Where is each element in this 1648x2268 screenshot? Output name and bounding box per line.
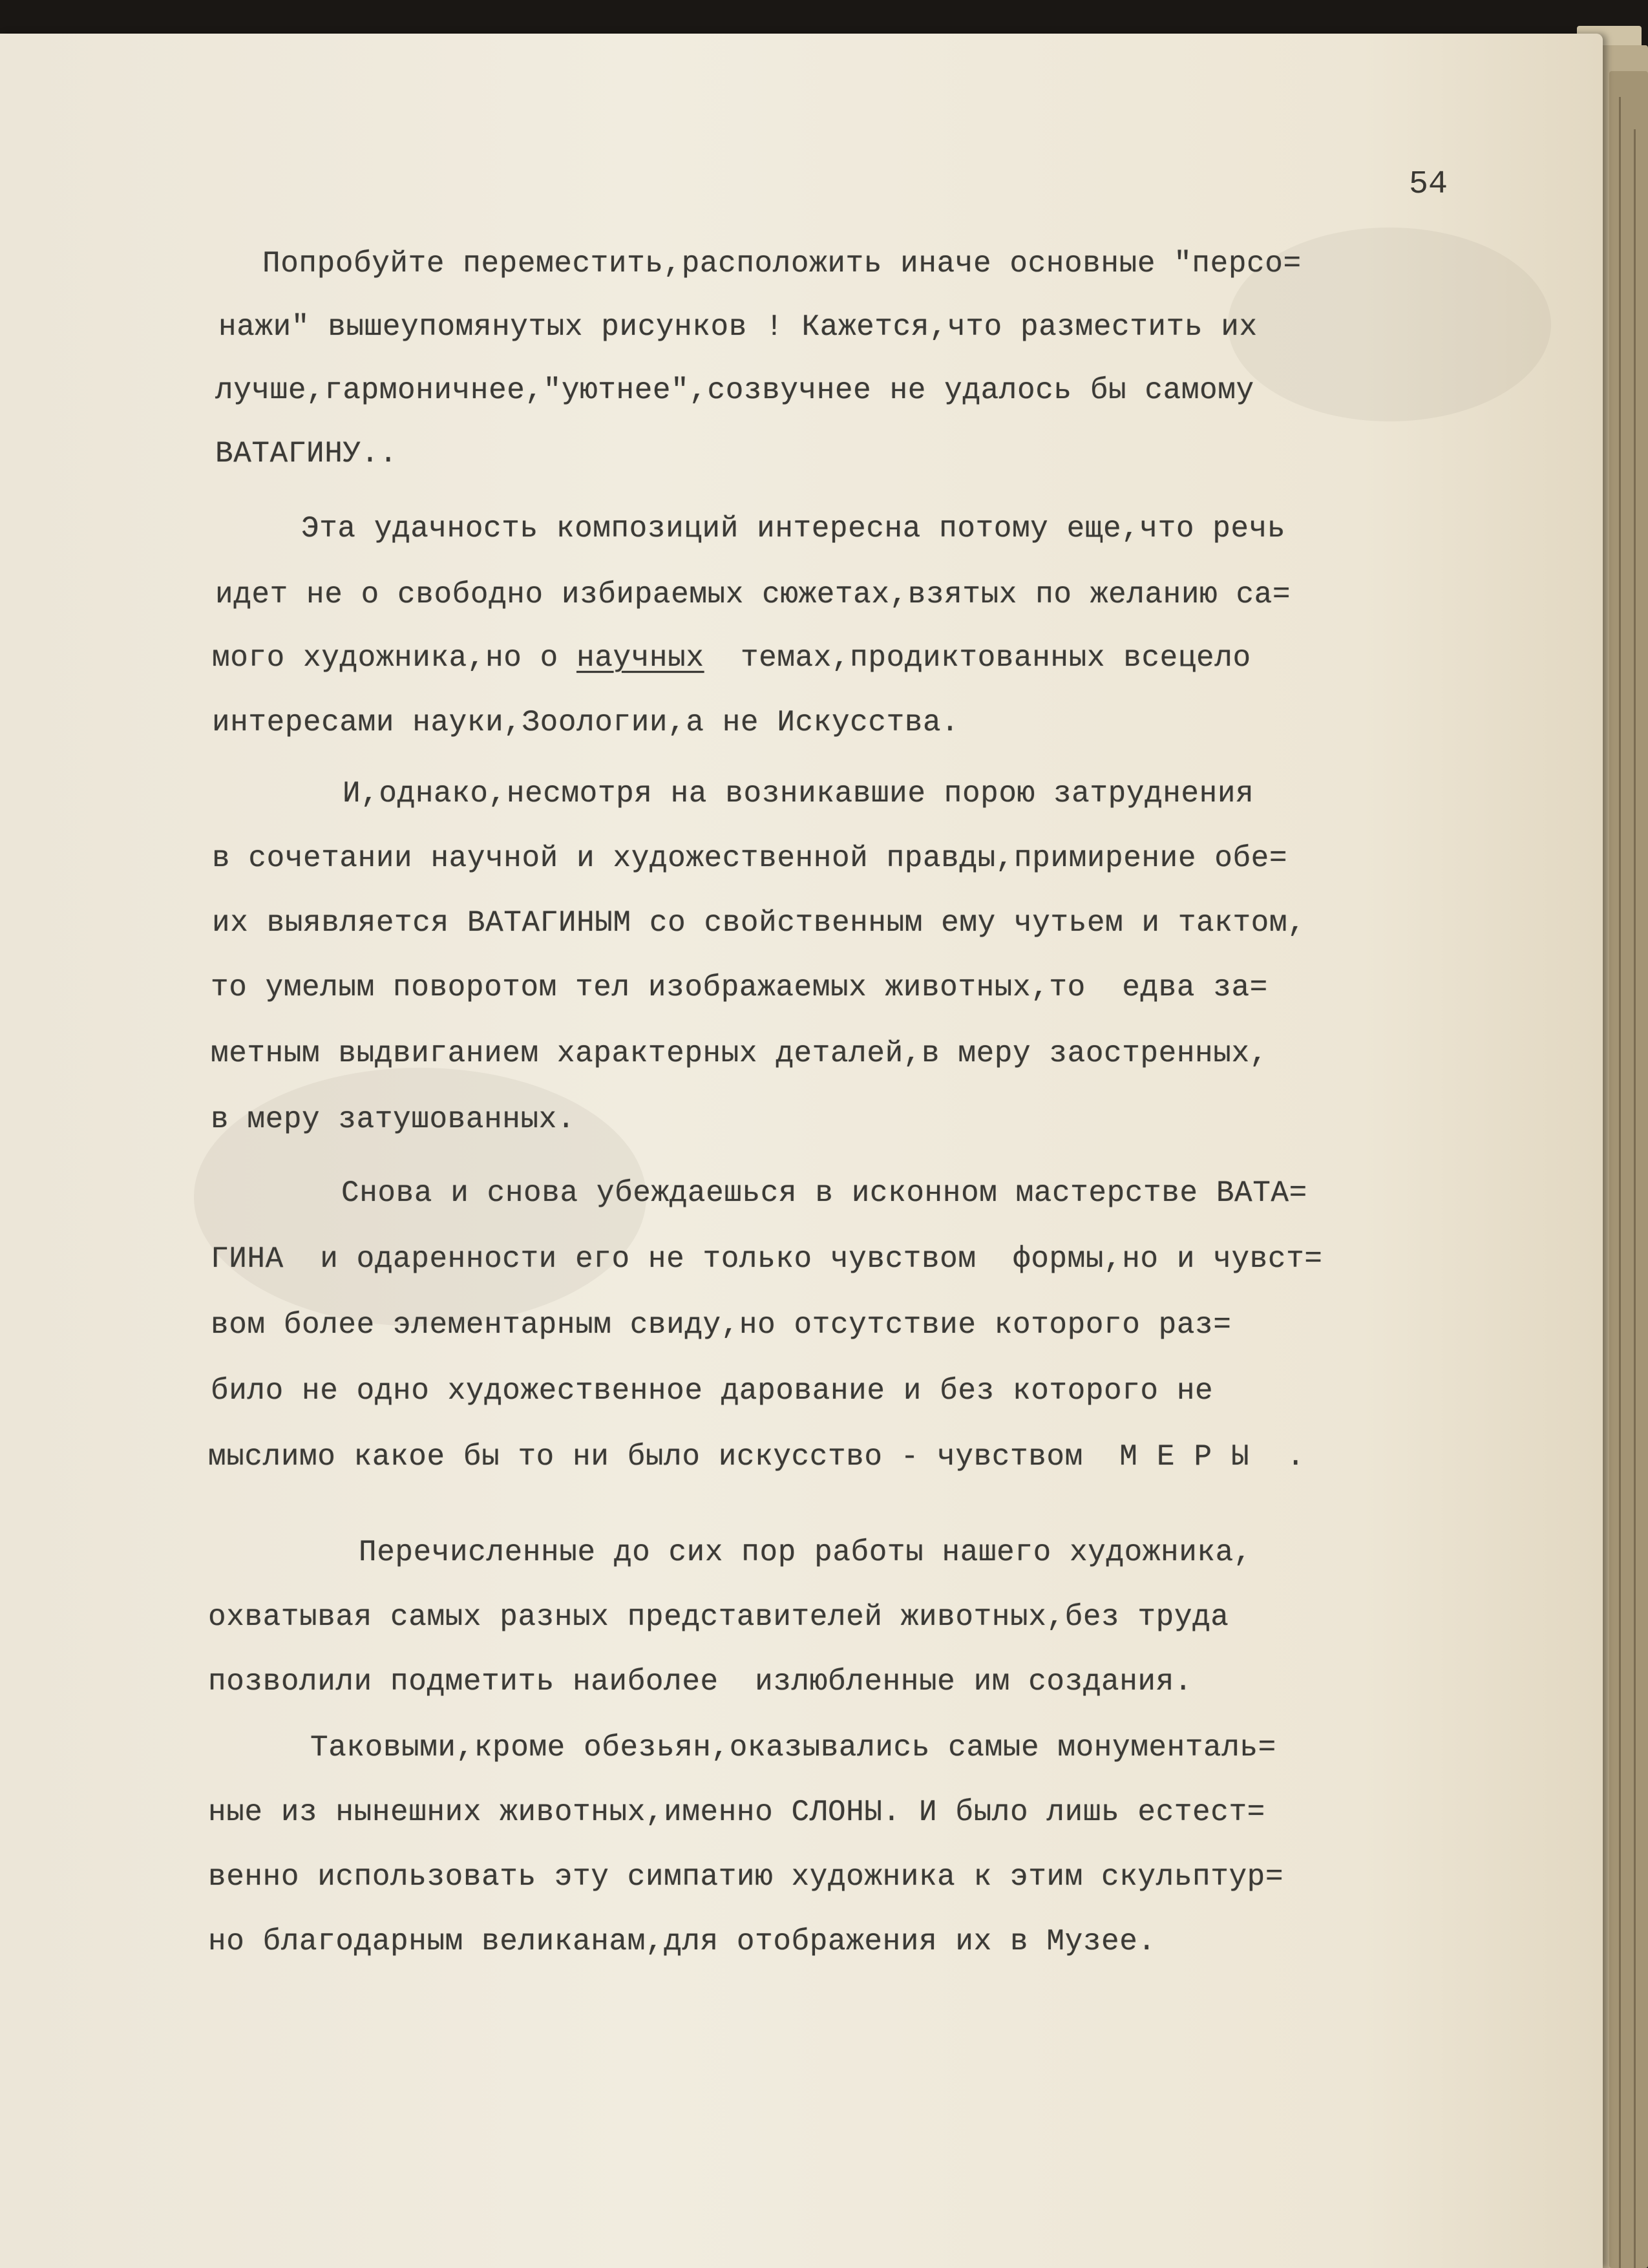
text-line: ГИНА и одаренности его не только чувством формы,но и чувст= <box>211 1242 1323 1276</box>
text-line: нажи" вышеупомянутых рисунков ! Кажется,что разместить их <box>218 310 1258 344</box>
typewritten-page <box>0 34 1603 2268</box>
text-line: Эта удачность композиций интересна потому еще,что речь <box>301 512 1286 546</box>
page-edge-line <box>1619 97 1621 2268</box>
text-line: их выявляется ВАТАГИНЫМ со свойственным ему чутьем и тактом, <box>212 906 1306 940</box>
text-line: интересами науки,Зоологии,а не Искусства. <box>212 706 960 739</box>
text-line: Попробуйте переместить,расположить иначе основные "персо= <box>262 247 1302 281</box>
page-stack-edge <box>1609 71 1648 2268</box>
text-line: ВАТАГИНУ.. <box>215 437 398 471</box>
text-line: в сочетании научной и художественной правды,примирение обе= <box>212 842 1288 875</box>
underlined-word: научных <box>576 641 704 675</box>
text-line: метным выдвиганием характерных деталей,в меру заостренных, <box>211 1037 1268 1070</box>
text-line: ные из нынешних животных,именно СЛОНЫ. И было лишь естест= <box>208 1796 1265 1829</box>
text-segment: мого художника,но о <box>212 641 577 675</box>
text-line: но благодарным великанам,для отображения их в Музее. <box>208 1925 1156 1958</box>
text-line: идет не о свободно избираемых сюжетах,взятых по желанию са= <box>215 578 1291 611</box>
text-line <box>208 1440 1305 1474</box>
text-segment: мыслимо какое бы то ни было искусство - чувством <box>208 1440 1120 1474</box>
text-line: позволили подметить наиболее излюбленные им создания. <box>208 1665 1193 1699</box>
text-line: Перечисленные до сих пор работы нашего художника, <box>359 1536 1252 1569</box>
text-line: било не одно художественное дарование и без которого не <box>211 1374 1214 1408</box>
text-line: венно использовать эту симпатию художника к этим скульптур= <box>208 1860 1284 1894</box>
text-line: лучше,гармоничнее,"уютнее",созвучнее не удалось бы самому <box>215 374 1254 407</box>
text-line: вом более элементарным свиду,но отсутствие которого раз= <box>211 1308 1232 1342</box>
text-line: Снова и снова убеждаешься в исконном мастерстве ВАТА= <box>341 1176 1307 1210</box>
page-edge-line <box>1634 129 1636 2268</box>
text-line <box>212 641 1251 675</box>
text-line: в меру затушованных. <box>211 1103 576 1136</box>
text-line: И,однако,несмотря на возникавшие порою затруднения <box>343 777 1254 811</box>
spaced-word: МЕРЫ <box>1119 1440 1269 1474</box>
text-segment: . <box>1268 1440 1305 1474</box>
text-line: Таковыми,кроме обезьян,оказывались самые монументаль= <box>310 1731 1276 1765</box>
text-line: то умелым поворотом тел изображаемых животных,то едва за= <box>211 971 1268 1004</box>
text-segment: темах,продиктованных всецело <box>704 641 1251 675</box>
page-number: 54 <box>1409 166 1448 203</box>
text-line: охватывая самых разных представителей животных,без труда <box>208 1600 1229 1634</box>
